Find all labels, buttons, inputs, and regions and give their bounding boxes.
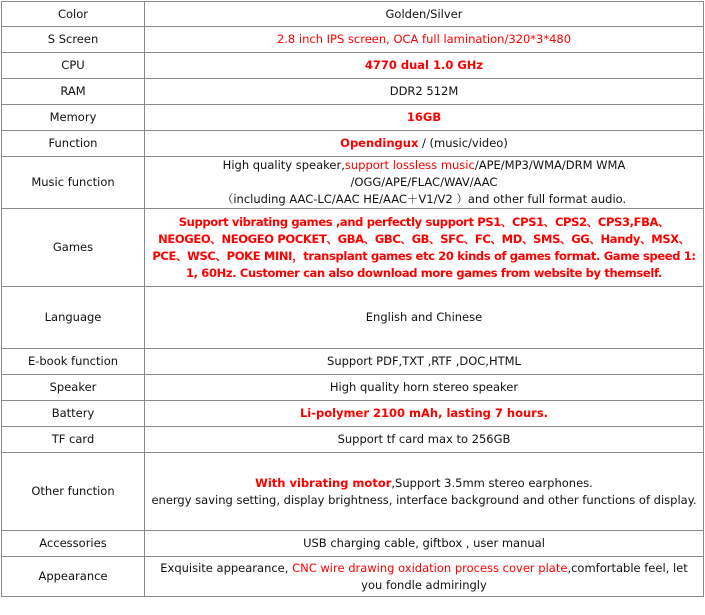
- row-value: [145, 131, 704, 157]
- row-label: Battery: [2, 401, 145, 427]
- table-row-function: [2, 131, 704, 157]
- row-label: Music function: [2, 157, 145, 209]
- row-label: Language: [2, 287, 145, 349]
- row-value: Support vibrating games ,and perfectly support PS1、CPS1、CPS2、CPS3,FBA、NEOGEO、NEOGEO POCKET、GBA、GBC、GB、SFC、FC、MD、SMS、GG、Handy、MSX、PCE、WSC、POKE MINI，transplant games etc 20 kinds of games format. Game speed 1: 1, 60Hz. Customer can also download more games from website by themself.: [145, 209, 704, 287]
- function-highlight: Opendingux: [340, 136, 419, 150]
- other-line-1: [149, 475, 699, 492]
- appearance-text-a: Exquisite appearance,: [160, 560, 293, 575]
- table-row-ram: [2, 79, 704, 105]
- music-line-1: [149, 157, 699, 191]
- function-rest: / (music/video): [418, 136, 508, 150]
- row-label: Function: [2, 131, 145, 157]
- row-label: Speaker: [2, 375, 145, 401]
- row-label: TF card: [2, 427, 145, 453]
- table-row-tfcard: [2, 427, 704, 453]
- table-row-music: [2, 157, 704, 209]
- music-line-2: （including AAC-LC/AAC HE/AAC＋V1/V2 ）and other full format audio.: [221, 192, 627, 206]
- row-label: Accessories: [2, 531, 145, 557]
- row-value: Support PDF,TXT ,RTF ,DOC,HTML: [145, 349, 704, 375]
- row-value: English and Chinese: [145, 287, 704, 349]
- row-label: E-book function: [2, 349, 145, 375]
- row-value: [145, 453, 704, 531]
- row-label: Other function: [2, 453, 145, 531]
- table-row-color: [2, 2, 704, 27]
- table-row-appearance: [2, 557, 704, 597]
- appearance-highlight: CNC wire drawing oxidation process cover plate: [292, 560, 568, 575]
- appearance-text-b: ,comfortable feel, let you fondle admiringly: [361, 560, 688, 592]
- row-label: Color: [2, 2, 145, 27]
- row-label: CPU: [2, 53, 145, 79]
- music-text-b: /APE/MP3/WMA/DRM WMA /OGG/APE/FLAC/WAV/AAC: [350, 158, 626, 189]
- row-value: Support tf card max to 256GB: [145, 427, 704, 453]
- other-rest: ,Support 3.5mm stereo earphones.: [391, 475, 593, 490]
- table-row-speaker: [2, 375, 704, 401]
- music-text-a: High quality speaker,: [222, 158, 345, 172]
- row-value: 2.8 inch IPS screen, OCA full lamination/320*3*480: [145, 27, 704, 53]
- row-label: Memory: [2, 105, 145, 131]
- other-line-2: energy saving setting, display brightness, interface background and other functions of display.: [151, 492, 697, 507]
- table-row-memory: [2, 105, 704, 131]
- row-value: 4770 dual 1.0 GHz: [145, 53, 704, 79]
- row-value: DDR2 512M: [145, 79, 704, 105]
- spec-table: [1, 1, 704, 597]
- row-value: Golden/Silver: [145, 2, 704, 27]
- table-row-cpu: [2, 53, 704, 79]
- row-label: Appearance: [2, 557, 145, 597]
- row-label: RAM: [2, 79, 145, 105]
- row-label: S Screen: [2, 27, 145, 53]
- row-value: Li-polymer 2100 mAh, lasting 7 hours.: [145, 401, 704, 427]
- table-row-language: [2, 287, 704, 349]
- table-row-battery: [2, 401, 704, 427]
- other-highlight: With vibrating motor: [255, 475, 392, 490]
- table-row-games: [2, 209, 704, 287]
- table-row-ebook: [2, 349, 704, 375]
- row-value: [145, 557, 704, 597]
- row-label: Games: [2, 209, 145, 287]
- table-row-other: [2, 453, 704, 531]
- music-highlight: support lossless music: [344, 158, 475, 172]
- row-value: USB charging cable, giftbox , user manual: [145, 531, 704, 557]
- table-row-screen: [2, 27, 704, 53]
- row-value: High quality horn stereo speaker: [145, 375, 704, 401]
- row-value: 16GB: [145, 105, 704, 131]
- row-value: [145, 157, 704, 209]
- table-row-accessories: [2, 531, 704, 557]
